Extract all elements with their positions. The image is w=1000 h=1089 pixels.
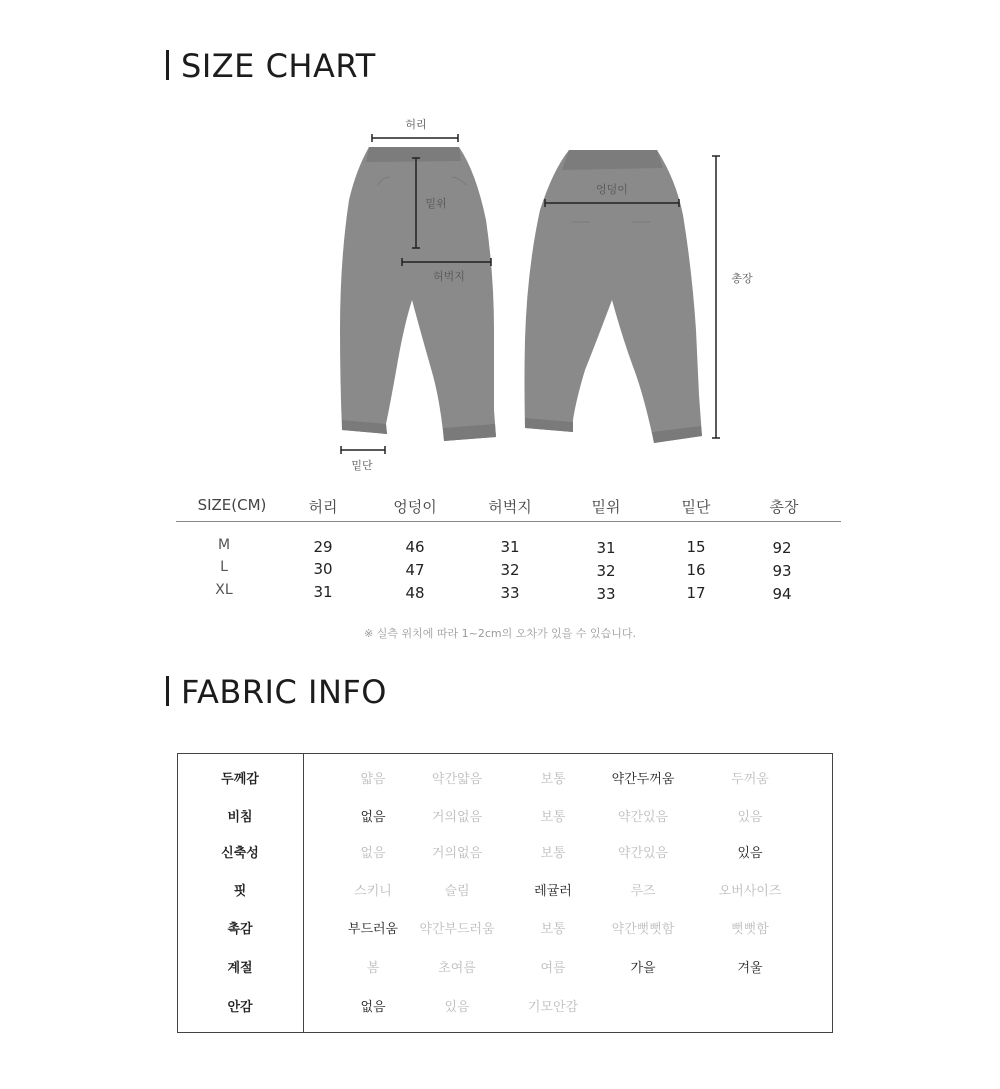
fabric-row [178,768,832,788]
row-size-xl: XL [215,582,233,598]
table-cell: 93 [772,562,792,580]
hem-label: 밑단 [351,459,373,472]
measurement-note: ※ 실측 위치에 따라 1~2cm의 오차가 있을 수 있습니다. [364,627,636,640]
fabric-option: 약간얇음 [431,772,483,787]
fabric-option: 약간부드러움 [419,922,495,937]
table-cell: 15 [686,538,706,556]
fabric-option: 초여름 [438,961,476,976]
fabric-option: 봄 [366,961,380,976]
table-cell: 33 [500,584,520,602]
fabric-option: 약간있음 [617,810,669,825]
fabric-option: 오버사이즈 [718,884,782,899]
fabric-option: 보통 [540,772,566,787]
fabric-option: 스키니 [354,884,392,899]
fabric-option: 거의없음 [431,810,483,825]
length-label: 총장 [731,272,753,285]
fabric-option: 슬림 [444,884,470,899]
fabric-row-label: 비침 [227,810,253,825]
fabric-option: 보통 [540,846,566,861]
fabric-option-selected: 가을 [630,961,656,976]
fabric-row [178,880,832,900]
fabric-option-selected: 약간두꺼움 [611,772,675,787]
fabric-row-label: 신축성 [221,846,259,861]
table-cell: 92 [772,539,792,557]
fabric-option: 기모안감 [527,1000,579,1015]
fabric-option: 약간있음 [617,846,669,861]
size-chart-title-text: SIZE CHART [181,47,376,85]
fabric-option: 얇음 [360,772,386,787]
fabric-option-selected: 없음 [360,1000,386,1015]
fabric-row [178,957,832,977]
pants-diagram [0,0,1000,480]
fabric-row-label: 두께감 [221,772,259,787]
fabric-option-selected: 없음 [360,810,386,825]
fabric-row [178,918,832,938]
table-cell: 46 [405,538,425,556]
fabric-option: 여름 [540,961,566,976]
fabric-option-selected: 겨울 [737,961,763,976]
rise-label: 밑위 [425,197,447,210]
fabric-option: 보통 [540,810,566,825]
fabric-option: 보통 [540,922,566,937]
table-cell: 17 [686,584,706,602]
fabric-option: 있음 [737,810,763,825]
header-waist: 허리 [308,498,338,516]
fabric-option: 뻣뻣함 [731,922,769,937]
hip-label: 엉덩이 [596,183,628,196]
table-cell: 48 [405,584,425,602]
header-thigh: 허벅지 [488,498,532,516]
header-length: 총장 [769,498,799,516]
fabric-option: 거의없음 [431,846,483,861]
fabric-row-label: 안감 [227,1000,253,1015]
fabric-row-label: 촉감 [227,922,253,937]
header-hem: 밑단 [681,498,711,516]
table-cell: 31 [500,538,520,556]
fabric-option: 두꺼움 [731,772,769,787]
thigh-label: 허벅지 [433,270,465,283]
size-table-header [176,492,841,522]
fabric-row-label: 핏 [233,884,247,899]
pants-front-image [340,147,496,441]
title-bar [166,676,169,706]
header-hip: 엉덩이 [393,498,437,516]
table-cell: 33 [596,585,616,603]
row-size-l: L [220,559,228,575]
table-cell: 47 [405,561,425,579]
fabric-row [178,842,832,862]
fabric-row-label: 계절 [227,961,253,976]
header-rise: 밑위 [591,498,621,516]
fabric-info-title-text: FABRIC INFO [181,673,387,711]
waist-label: 허리 [405,118,427,131]
table-cell: 94 [772,585,792,603]
fabric-row [178,806,832,826]
table-cell: 32 [500,561,520,579]
fabric-table [177,753,833,1033]
fabric-option-selected: 부드러움 [347,922,399,937]
row-size-m: M [217,537,231,553]
fabric-row [178,996,832,1016]
table-cell: 29 [313,538,333,556]
table-cell: 30 [313,560,333,578]
fabric-option: 루즈 [630,884,656,899]
table-cell: 31 [313,583,333,601]
fabric-option: 있음 [444,1000,470,1015]
table-cell: 31 [596,539,616,557]
fabric-option: 약간뻣뻣함 [611,922,675,937]
table-cell: 32 [596,562,616,580]
fabric-info-title [166,673,387,711]
table-cell: 16 [686,561,706,579]
fabric-option: 없음 [360,846,386,861]
fabric-option-selected: 있음 [737,846,763,861]
fabric-option-selected: 레귤러 [534,884,572,899]
pants-illustration [0,0,1000,480]
header-size: SIZE(CM) [197,496,267,514]
